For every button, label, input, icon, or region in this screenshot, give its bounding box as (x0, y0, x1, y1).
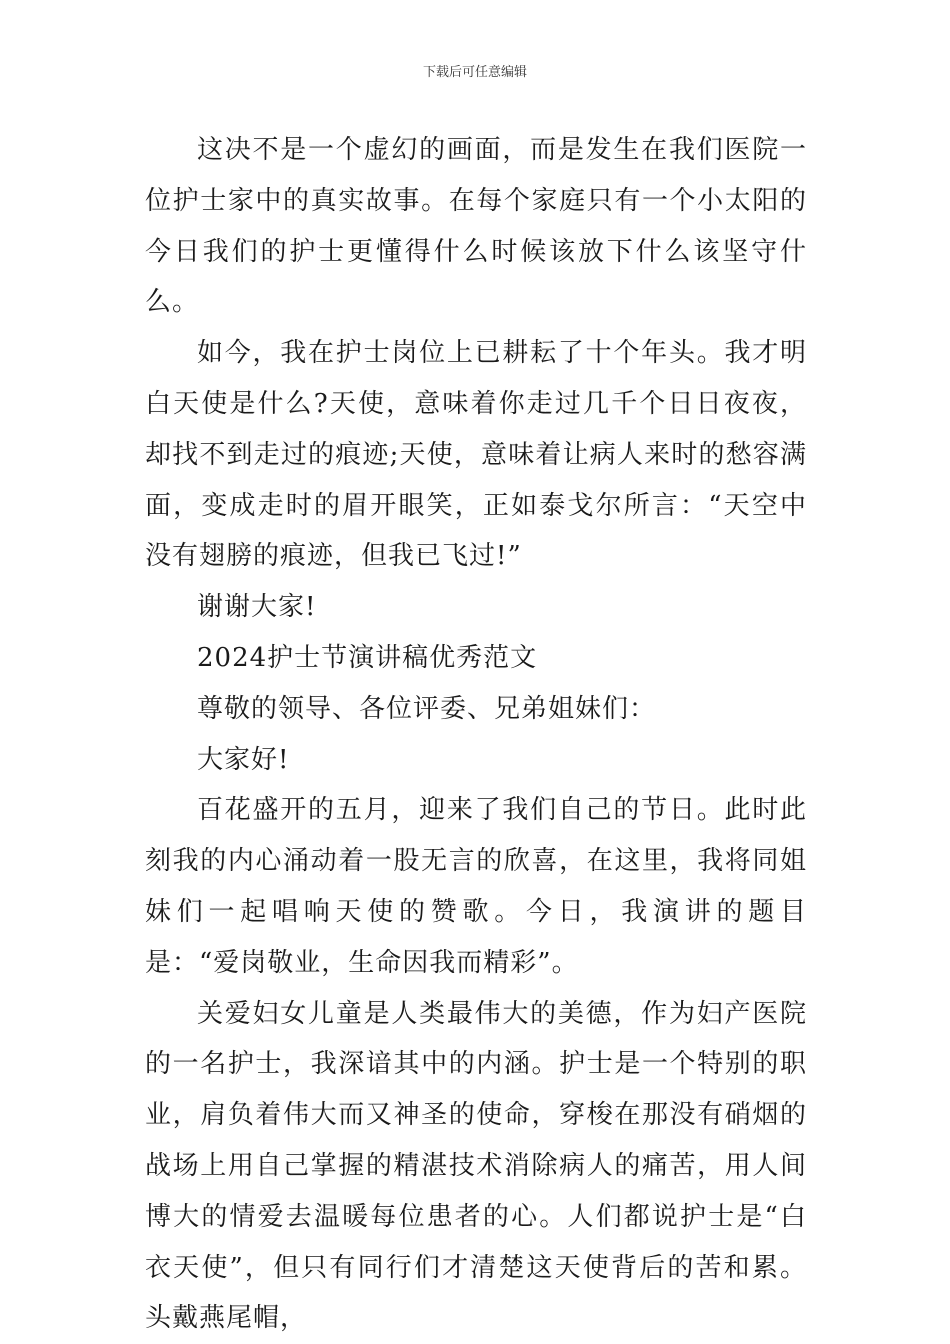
paragraph-angel: 如今，我在护士岗位上已耕耘了十个年头。我才明白天使是什么?天使，意味着你走过几千个日日夜夜，却找不到走过的痕迹;天使，意味着让病人来时的愁容满面，变成走时的眉开眼笑，正如泰戈尔所言：“天空中没有翅膀的痕迹，但我已飞过!” (145, 338, 807, 572)
document-body (145, 125, 807, 1344)
salutation: 尊敬的领导、各位评委、兄弟姐妹们： (197, 693, 657, 724)
greeting: 大家好! (197, 744, 290, 775)
speech-title: 2024护士节演讲稿优秀范文 (197, 642, 538, 673)
page-header: 下载后可任意编辑 (422, 65, 527, 80)
paragraph-story: 这决不是一个虚幻的画面，而是发生在我们医院一位护士家中的真实故事。在每个家庭只有一个小太阳的今日我们的护士更懂得什么时候该放下什么该坚守什么。 (145, 135, 807, 318)
paragraph-care: 关爱妇女儿童是人类最伟大的美德，作为妇产医院的一名护士，我深谙其中的内涵。护士是一个特别的职业，肩负着伟大而又神圣的使命，穿梭在那没有硝烟的战场上用自己掌握的精湛技术消除病人的痛苦，用人间博大的情爱去温暖每位患者的心。人们都说护士是“白衣天使”，但只有同行们才清楚这天使背后的苦和累。头戴燕尾帽， (145, 998, 807, 1334)
paragraph-may: 百花盛开的五月，迎来了我们自己的节日。此时此刻我的内心涌动着一股无言的欣喜，在这里，我将同姐妹们一起唱响天使的赞歌。今日，我演讲的题目是：“爱岗敬业，生命因我而精彩”。 (145, 795, 807, 978)
paragraph-thanks: 谢谢大家! (197, 592, 317, 623)
